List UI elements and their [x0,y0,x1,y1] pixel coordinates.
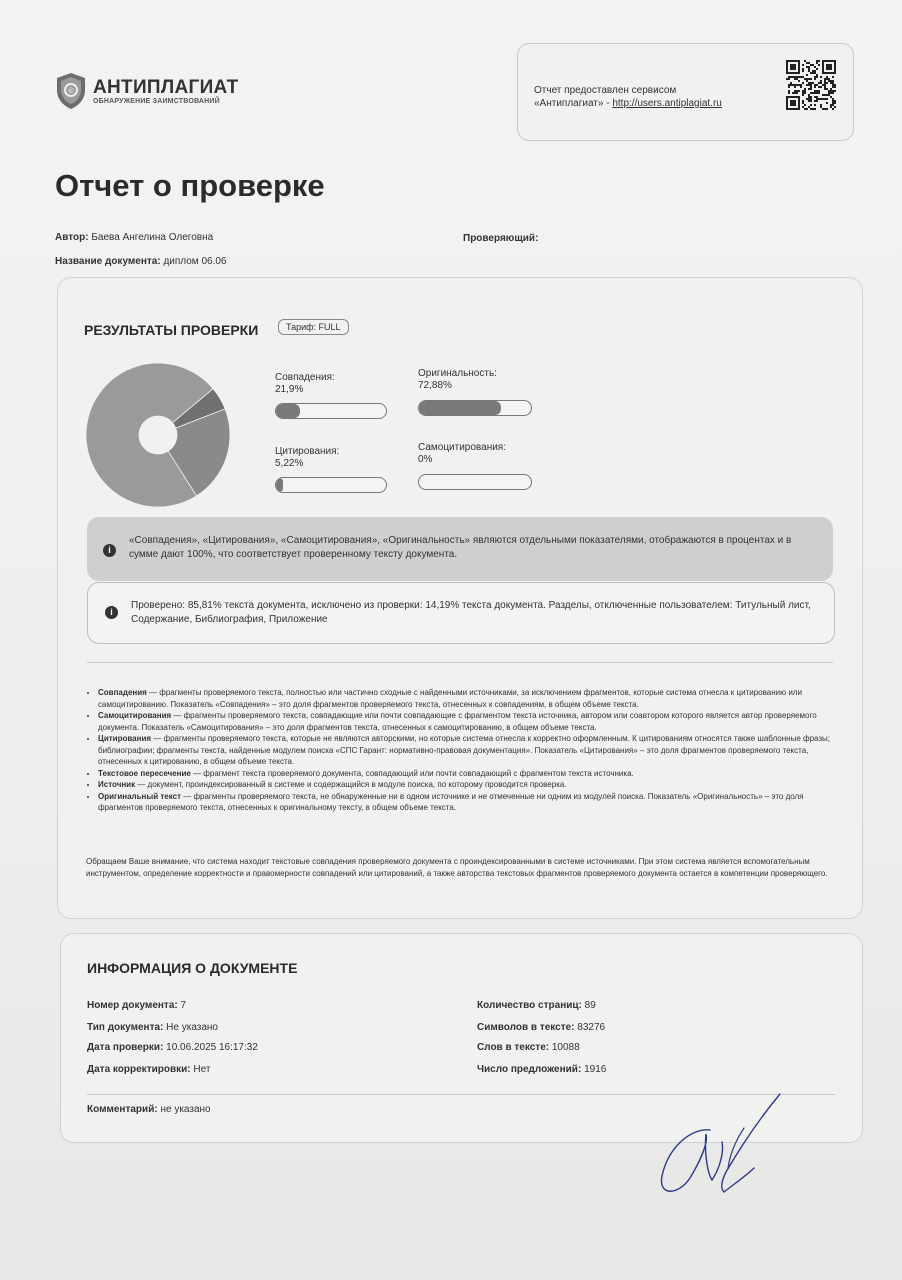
docname-line [55,256,226,267]
definition-text: — фрагменты проверяемого текста, которые не являются авторскими, но которые система отнесла к корректно оформленным. К цитированиям относятся также шаблонные фразы; библиографии; фрагменты текста, найденные модулем поиска «СПС Гарант: нормативно-правовая документация». Показатель «Цитирования» – это доля фрагментов проверяемого текста, отнесенных к цитированию, в общем объеме текста. [98,734,831,766]
originality-value: 72,88% [418,380,452,391]
service-prefix: «Антиплагиат» - [534,98,613,109]
originality-bar [418,400,532,416]
doc-number-value: 7 [180,1000,187,1011]
chars-row [477,1022,605,1033]
definition-text: — документ, проиндексированный в системе и содержащийся в модуле поиска, по которому проводится проверка. [135,780,567,789]
matches-bar-fill [276,404,300,418]
check-date-label: Дата проверки: [87,1042,164,1053]
checked-note-text: Проверено: 85,81% текста документа, исключено из проверки: 14,19% текста документа. Разделы, отключенные пользователем: Титульный лист, Содержание, Библиография, Приложение [131,600,811,625]
service-line2 [534,97,722,110]
definition-term: Самоцитирования [98,711,172,720]
tariff-badge: Тариф: FULL [278,319,349,335]
citations-metric [275,446,339,470]
definition-term: Текстовое пересечение [98,768,191,778]
self-citations-bar [418,474,532,490]
definition-term: Источник [98,780,136,789]
check-date-row [87,1042,258,1053]
originality-bar-fill [419,401,501,415]
self-citations-metric [418,442,506,466]
doc-number-row [87,1000,186,1011]
service-line1: Отчет предоставлен сервисом [534,85,677,96]
definition-term: Оригинальный текст [98,791,181,801]
page-title: Отчет о проверке [55,168,325,203]
matches-metric [275,372,335,396]
docname-value: диплом 06.06 [163,256,227,267]
qr-code-icon [786,60,836,110]
citations-label: Цитирования: [275,446,340,457]
sentences-row [477,1064,606,1075]
definition-text: — фрагменты проверяемого текста, не обнаруженные ни в одном источнике и не отмеченные ни одним из модулей поиска. Показатель «Оригинальность» – это доля фрагментов проверяемого текста, отнесенных к оригинальному тексту, в общем объеме текста. [98,791,804,812]
doc-type-label: Тип документа: [87,1022,164,1033]
citations-bar [275,477,387,493]
words-label: Слов в тексте: [477,1042,550,1053]
comment-row [87,1104,211,1115]
reviewer-label: Проверяющий: [463,233,539,244]
words-value: 10088 [551,1042,580,1053]
comment-label: Комментарий: [87,1104,158,1115]
info-icon: i [105,606,118,619]
reviewer-line [463,233,538,244]
definition-item [98,779,838,791]
results-card [57,277,863,919]
chars-label: Символов в тексте: [477,1022,575,1033]
matches-label: Совпадения: [275,372,335,383]
sentences-label: Число предложений: [477,1064,582,1075]
service-link[interactable]: http://users.antiplagiat.ru [612,98,722,109]
doc-type-row [87,1022,218,1033]
checked-note [87,582,835,644]
results-donut-chart [85,362,231,508]
self-citations-label: Самоцитирования: [418,442,506,453]
correction-date-row [87,1064,210,1075]
author-line [55,232,213,243]
docname-label: Название документа: [55,256,161,267]
check-date-value: 10.06.2025 16:17:32 [166,1042,258,1053]
sentences-value: 1916 [584,1064,607,1075]
document-info-title: ИНФОРМАЦИЯ О ДОКУМЕНТЕ [87,960,298,976]
correction-date-value: Нет [193,1064,211,1075]
pages-label: Количество страниц: [477,1000,582,1011]
definition-item [98,710,838,733]
definition-item [98,791,838,814]
definition-term: Цитирования [98,734,152,743]
definition-text: — фрагмент текста проверяемого документа, совпадающий или почти совпадающий с фрагментом текста источника. [190,768,634,778]
matches-value: 21,9% [275,384,304,395]
service-info-box [517,43,854,141]
definition-text: — фрагменты проверяемого текста, полностью или частично сходные с найденными источниками, за исключением фрагментов, которые система отнесла к цитированию или самоцитированию. Показатель «Совпадения» – это доля фрагментов проверяемого текста, отнесенных к совпадениям, в общем объеме текста. [98,688,802,709]
shield-logo-icon [55,72,87,110]
results-title: РЕЗУЛЬТАТЫ ПРОВЕРКИ [84,322,259,338]
svg-text:©: © [68,88,74,95]
originality-metric [418,368,497,392]
self-citations-value: 0% [418,454,433,465]
definition-item [98,733,838,768]
comment-value: не указано [160,1104,211,1115]
definition-item [98,768,838,780]
definition-item [98,687,838,710]
doc-number-label: Номер документа: [87,1000,178,1011]
definitions-list [84,687,838,814]
citations-value: 5,22% [275,458,304,469]
info-icon: i [103,544,116,557]
chars-value: 83276 [577,1022,606,1033]
author-label: Автор: [55,232,89,243]
logo-name: АНТИПЛАГИАТ [93,76,239,98]
service-text [534,84,722,110]
logo-tagline: ОБНАРУЖЕНИЕ ЗАИМСТВОВАНИЙ [93,97,220,105]
doc-type-value: Не указано [166,1022,218,1033]
pages-value: 89 [584,1000,596,1011]
divider [87,662,833,663]
correction-date-label: Дата корректировки: [87,1064,191,1075]
antiplagiat-logo [55,72,239,110]
handwritten-signature [650,1088,790,1208]
pages-row [477,1000,596,1011]
citations-bar-fill [276,478,283,492]
definition-term: Совпадения [98,688,147,697]
author-value: Баева Ангелина Олеговна [91,232,214,243]
notice-text: Обращаем Ваше внимание, что система находит текстовые совпадения проверяемого документа с проиндексированными в системе источниками. При этом система является вспомогательным инструментом, определение корректности и правомерности совпадений или цитирований, а также авторства текстовых фрагментов проверяемого документа остается в компетенции проверяющего. [86,857,828,878]
words-row [477,1042,580,1053]
matches-bar [275,403,387,419]
indicators-note [87,517,833,581]
definition-text: — фрагменты проверяемого текста, совпадающие или почти совпадающие с фрагментом текста источника, автором или соавтором которого является автор проверяемого документа. Показатель «Самоцитирования» – это доля фрагментов текста, отнесенных к самоцитированию, в общем объеме текста. [98,711,817,732]
indicators-note-text: «Совпадения», «Цитирования», «Самоцитирования», «Оригинальность» являются отдельными показателями, отображаются в процентах и в сумме дают 100%, что соответствует проверенному тексту документа. [129,535,792,560]
originality-label: Оригинальность: [418,368,497,379]
